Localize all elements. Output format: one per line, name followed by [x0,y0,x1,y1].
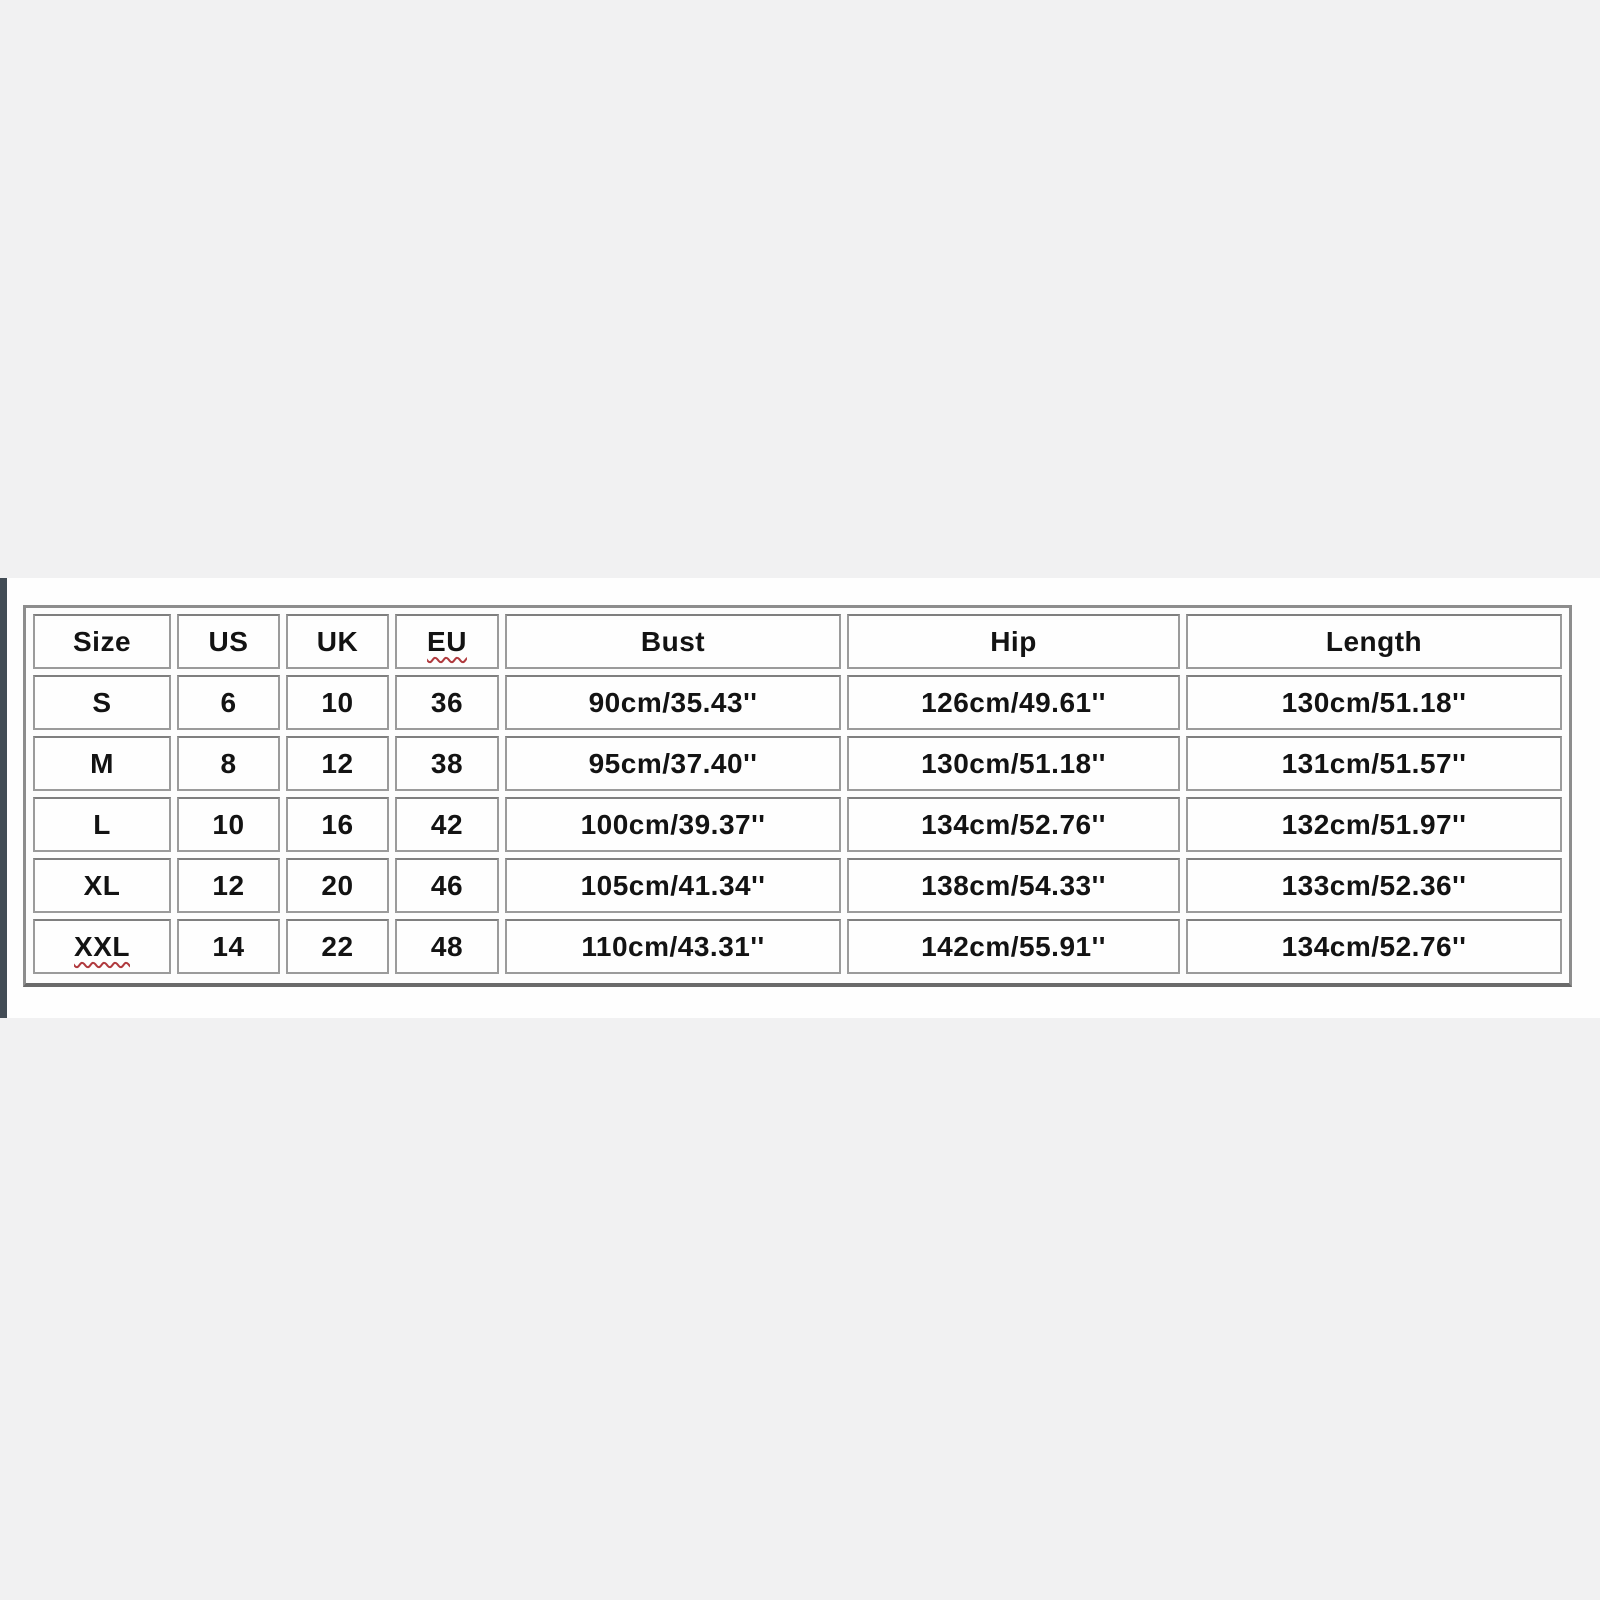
measurement-cell: 10 [286,675,389,730]
size-label-cell [33,919,171,974]
size-chart-frame [23,605,1572,987]
measurement-cell: 6 [177,675,280,730]
measurement-cell: 20 [286,858,389,913]
table-row-xxl [33,919,1562,974]
column-header-eu [395,614,499,669]
measurement-cell: 126cm/49.61'' [847,675,1180,730]
header-row [33,614,1562,669]
measurement-cell: 8 [177,736,280,791]
column-header-uk: UK [286,614,389,669]
column-header-bust: Bust [505,614,841,669]
table-row-s [33,675,1562,730]
measurement-cell: 48 [395,919,499,974]
measurement-cell: 46 [395,858,499,913]
measurement-cell: 14 [177,919,280,974]
measurement-cell: 110cm/43.31'' [505,919,841,974]
measurement-cell: 12 [177,858,280,913]
size-label-cell: XL [33,858,171,913]
size-label-cell: S [33,675,171,730]
measurement-cell: 16 [286,797,389,852]
measurement-cell: 134cm/52.76'' [1186,919,1562,974]
column-header-us: US [177,614,280,669]
table-row-l [33,797,1562,852]
size-chart-table [27,608,1568,980]
measurement-cell: 131cm/51.57'' [1186,736,1562,791]
measurement-cell: 90cm/35.43'' [505,675,841,730]
table-row-xl [33,858,1562,913]
content-panel [0,578,1600,1018]
measurement-cell: 134cm/52.76'' [847,797,1180,852]
measurement-cell: 38 [395,736,499,791]
measurement-cell: 100cm/39.37'' [505,797,841,852]
measurement-cell: 138cm/54.33'' [847,858,1180,913]
size-label-cell: M [33,736,171,791]
measurement-cell: 42 [395,797,499,852]
measurement-cell: 105cm/41.34'' [505,858,841,913]
column-header-length: Length [1186,614,1562,669]
measurement-cell: 95cm/37.40'' [505,736,841,791]
table-row-m [33,736,1562,791]
measurement-cell: 142cm/55.91'' [847,919,1180,974]
size-label-cell: L [33,797,171,852]
spellcheck-marked-word: XXL [74,930,130,962]
measurement-cell: 132cm/51.97'' [1186,797,1562,852]
column-header-hip: Hip [847,614,1180,669]
measurement-cell: 22 [286,919,389,974]
measurement-cell: 133cm/52.36'' [1186,858,1562,913]
left-accent-strip [0,578,7,1018]
measurement-cell: 12 [286,736,389,791]
column-header-size: Size [33,614,171,669]
spellcheck-marked-word: EU [427,625,467,657]
measurement-cell: 36 [395,675,499,730]
measurement-cell: 10 [177,797,280,852]
measurement-cell: 130cm/51.18'' [847,736,1180,791]
measurement-cell: 130cm/51.18'' [1186,675,1562,730]
